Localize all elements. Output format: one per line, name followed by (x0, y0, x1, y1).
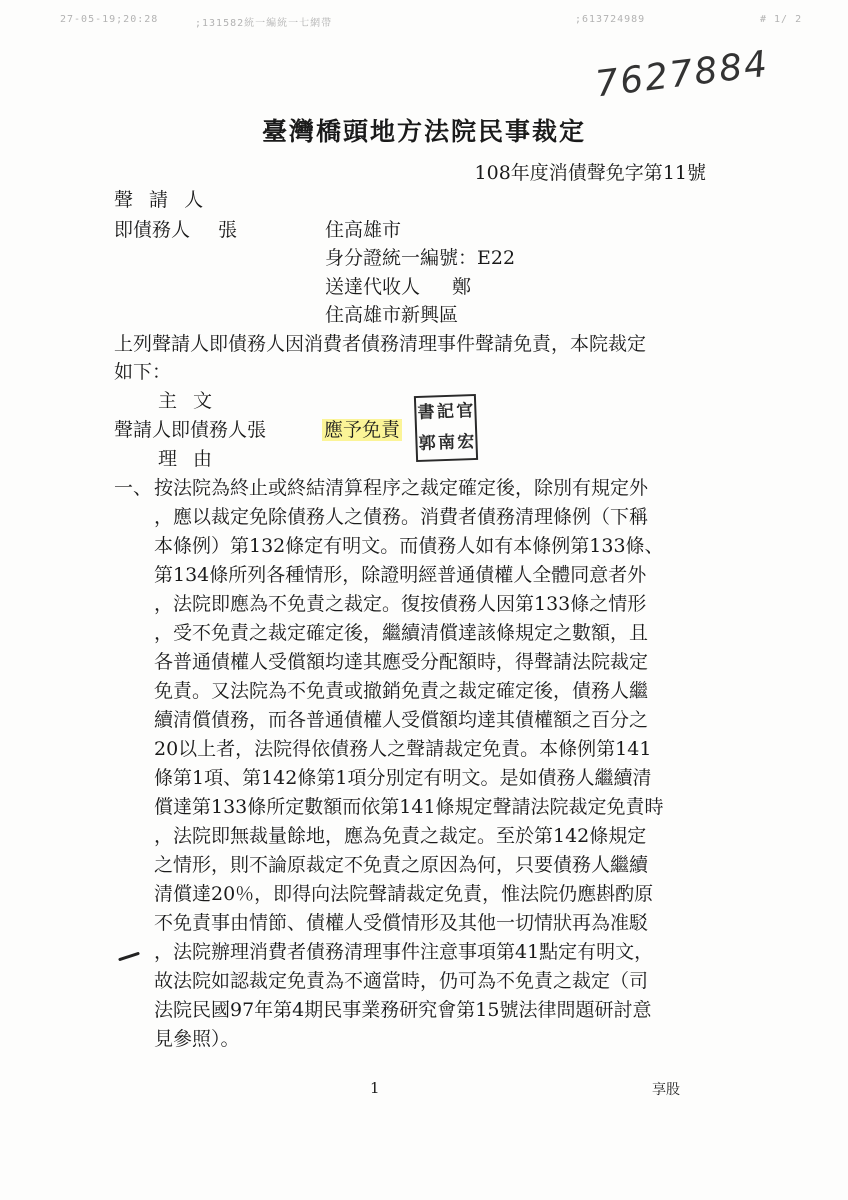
agent-name: 鄭 (452, 276, 472, 298)
party-name: 張 (218, 219, 238, 241)
handwritten-number: 7627884 (593, 43, 772, 106)
reason-line: 之情形，則不論原裁定不免責之原因為何，只要債務人繼續 (154, 854, 649, 876)
reason-line: ，受不免責之裁定確定後，繼續清償達該條規定之數額，且 (154, 622, 649, 644)
reason-line: 故法院如認裁定免責為不適當時，仍可為不免責之裁定（司 (154, 970, 649, 992)
page-number: 1 (370, 1079, 380, 1097)
seal-char: 記 (436, 401, 455, 423)
main-heading: 主 文 (158, 390, 218, 412)
party-role-1: 聲 請 人 (114, 189, 209, 211)
ruling-decision: 應予免責 (324, 419, 401, 441)
seal-char: 郭 (418, 433, 437, 454)
pen-mark (118, 952, 140, 962)
reason-line: 償達第133條所定數額而依第141條規定聲請法院裁定免責時 (154, 796, 664, 818)
agent-address: 住高雄市新興區 (325, 304, 459, 326)
fax-page: # 1/ 2 (760, 14, 803, 25)
reason-number: 一、 (114, 477, 153, 499)
reason-line: ，法院辦理消費者債務清理事件注意事項第41點定有明文， (154, 941, 654, 963)
case-number: 108年度消債聲免字第11號 (474, 162, 706, 184)
reason-heading: 理 由 (158, 448, 218, 470)
reason-line: 本條例）第132條定有明文。而債務人如有本條例第133條、 (154, 535, 664, 557)
reason-line: 法院民國97年第4期民事業務研究會第15號法律問題研討意 (154, 999, 652, 1021)
fax-header (60, 14, 818, 30)
party-id: 身分證統一編號：E22 (325, 247, 516, 269)
reason-line: 續清償債務，而各普通債權人受償額均達其債權額之百分之 (154, 709, 649, 731)
agent-label: 送達代收人 (325, 276, 421, 298)
reason-line: 各普通債權人受償額均達其應受分配額時，得聲請法院裁定 (154, 651, 649, 673)
reason-line: 按法院為終止或終結清算程序之裁定確定後，除別有規定外 (154, 477, 649, 499)
seal-char: 南 (437, 432, 456, 454)
reason-line: ，法院即無裁量餘地，應為免責之裁定。至於第142條規定 (154, 825, 647, 847)
reason-line: ，應以裁定免除債務人之債務。消費者債務清理條例（下稱 (154, 506, 649, 528)
intro-line-1: 上列聲請人即債務人因消費者債務清理事件聲請免責，本院裁定 (114, 333, 647, 355)
reason-line: 不免責事由情節、債權人受償情形及其他一切情狀再為准駁 (154, 912, 649, 934)
seal-char: 書 (417, 402, 435, 423)
party-role-2: 即債務人 (114, 219, 191, 241)
fax-number: ;613724989 (575, 14, 646, 25)
seal-char: 官 (455, 401, 474, 422)
party-address: 住高雄市 (325, 219, 402, 241)
intro-line-2: 如下： (114, 361, 172, 383)
reason-line: 免責。又法院為不免責或撤銷免責之裁定確定後，債務人繼 (154, 680, 649, 702)
clerk-seal (414, 394, 478, 462)
reason-line: 條第1項、第142條第1項分別定有明文。是如債務人繼續清 (154, 767, 652, 789)
reason-line: 見參照）。 (154, 1028, 240, 1050)
seal-char: 宏 (456, 432, 475, 453)
ruling-decision-wrap (322, 415, 402, 442)
ruling-subject: 聲請人即債務人張 (114, 419, 267, 441)
reason-line: 20以上者，法院得依債務人之聲請裁定免責。本條例第141 (154, 738, 652, 760)
reason-line: 第134條所列各種情形，除證明經普通債權人全體同意者外 (154, 564, 647, 586)
fax-timestamp: 27-05-19;20:28 (60, 14, 159, 25)
reason-line: ，法院即應為不免責之裁定。復按債務人因第133條之情形 (154, 593, 647, 615)
page-title: 臺灣橋頭地方法院民事裁定 (261, 117, 586, 146)
fax-code: ;131582統一編統一七網帶 (195, 18, 333, 29)
reason-line: 清償達20％，即得向法院聲請裁定免責，惟法院仍應斟酌原 (154, 883, 654, 905)
court-unit: 享股 (652, 1082, 680, 1098)
